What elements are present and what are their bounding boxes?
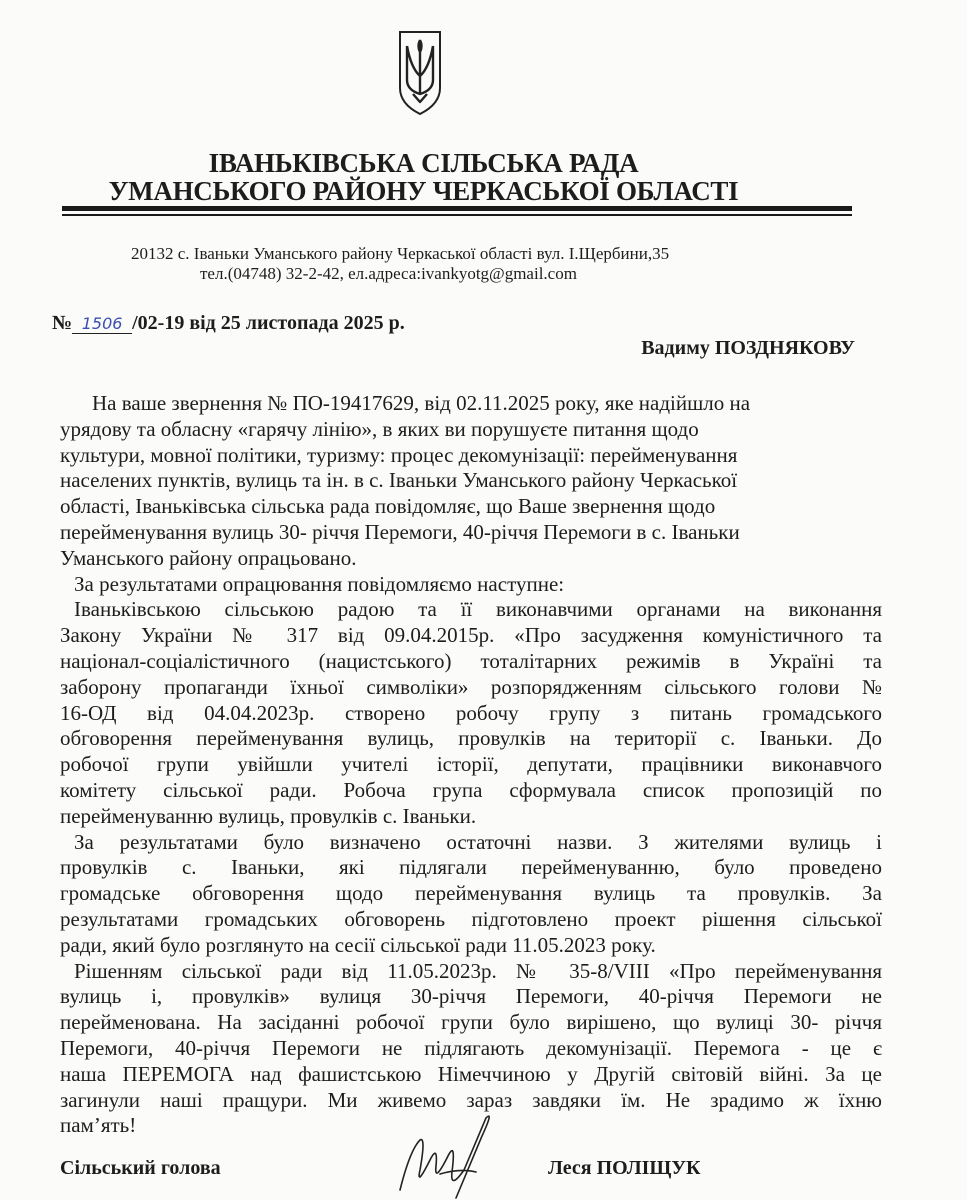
header-divider-thick <box>62 206 852 211</box>
paragraph-line: комітету сільської ради. Робоча група сформувала список пропозицій по <box>60 777 882 802</box>
paragraph-line: провулків с. Іваньки, які підлягали перейменуванню, було проведено <box>60 855 882 880</box>
header-divider-thin <box>62 214 852 216</box>
signatory-role: Сільський голова <box>60 1157 221 1179</box>
council-name-line-2: УМАНСЬКОГО РАЙОНУ ЧЕРКАСЬКОЇ ОБЛАСТІ <box>108 176 739 206</box>
paragraph-line: Закону України № 317 від 09.04.2015р. «Про засудження комуністичного та <box>60 623 882 648</box>
postal-address: 20132 с. Іваньки Уманського району Черкаської області вул. І.Щербини,35 <box>131 244 670 263</box>
coat-of-arms-trident-icon <box>397 28 443 116</box>
paragraph-line: Іваньківською сільською радою та її виконавчими органами на виконання <box>74 597 882 622</box>
paragraph-line: області, Іваньківська сільська рада повідомляє, що Ваше звернення щодо <box>60 494 716 519</box>
handwritten-signature <box>390 1110 510 1200</box>
paragraph-line: Рішенням сільської ради від 11.05.2023р. № 35-8/VIII «Про перейменування <box>74 958 882 983</box>
handwritten-registration-number: 1506 <box>72 314 132 334</box>
paragraph-line: 16-ОД від 04.04.2023р. створено робочу групу з питань громадського <box>60 700 882 725</box>
paragraph-line: обговорення перейменування вулиць, провулків на території с. Іваньки. До <box>60 726 882 751</box>
document-reference <box>52 312 405 335</box>
paragraph-line: результатами громадських обговорень підготовлено проект рішення сільської <box>60 906 882 931</box>
paragraph-line: наша ПЕРЕМОГА над фашистською Німеччиною у Другій світовій війні. За це <box>60 1061 882 1086</box>
paragraph-line: За результатами було визначено остаточні назви. З жителями вулиць і <box>74 829 882 854</box>
paragraph <box>60 830 882 959</box>
paragraph-line: На ваше звернення № ПО-19417629, від 02.11.2025 року, яке надійшло на <box>92 391 751 415</box>
letter-body <box>60 391 882 1139</box>
addressee: Вадиму ПОЗДНЯКОВУ <box>641 337 855 359</box>
paragraph-line: перейменуванню вулиць, провулків с. Іваньки. <box>60 803 477 828</box>
paragraph-line: За результатами опрацювання повідомляємо наступне: <box>74 571 565 596</box>
paragraph <box>60 391 882 572</box>
paragraph-line: Уманського району опрацьовано. <box>60 545 357 570</box>
paragraph-line: загинули наші пращури. Ми живемо зараз завдяки їм. Не зрадимо ж їхню <box>60 1087 882 1112</box>
paragraph-line: перейменування вулиць 30- річчя Перемоги, 40-річчя Перемоги в с. Іваньки <box>60 519 740 544</box>
paragraph-line: Перемоги, 40-річчя Перемоги не підлягають декомунізації. Перемога - це є <box>60 1035 882 1060</box>
paragraph-line: урядову та обласну «гарячу лінію», в яких ви порушуєте питання щодо <box>60 416 699 441</box>
paragraph-line: ради, який було розглянуто на сесії сільської ради 11.05.2023 року. <box>60 932 656 957</box>
paragraph-line: пам’ять! <box>60 1113 137 1138</box>
contact-info: тел.(04748) 32-2-42, ел.адреса:ivankyotg@gmail.com <box>200 264 577 283</box>
paragraph-line: робочої групи увійшли учителі історії, депутати, працівники виконавчого <box>60 752 882 777</box>
paragraph-line: громадське обговорення щодо перейменування вулиць та провулків. За <box>60 881 882 906</box>
signatory-name: Леся ПОЛІЩУК <box>548 1157 701 1179</box>
paragraph-line: населених пунктів, вулиць та ін. в с. Іваньки Уманського району Черкаської <box>60 468 738 493</box>
council-name-line-1: ІВАНЬКІВСЬКА СІЛЬСЬКА РАДА <box>208 148 639 178</box>
paragraph-line: культури, мовної політики, туризму: процес декомунізації: перейменування <box>60 442 738 467</box>
paragraph-line: вулиць і, провулків» вулиця 30-річчя Перемоги, 40-річчя Перемоги не <box>60 984 882 1009</box>
paragraph-line: перейменована. На засіданні робочої групи було вирішено, що вулиці 30- річчя <box>60 1010 882 1035</box>
paragraph-line: заборону пропаганди їхньої символіки» розпорядженням сільського голови № <box>60 674 882 699</box>
paragraph-line: націонал-соціалістичного (нацистського) тоталітарних режимів в Україні та <box>60 648 882 673</box>
paragraph <box>60 572 882 598</box>
number-sign: № <box>52 312 73 334</box>
paragraph <box>60 597 882 829</box>
reference-date: /02-19 від 25 листопада 2025 р. <box>132 312 405 334</box>
